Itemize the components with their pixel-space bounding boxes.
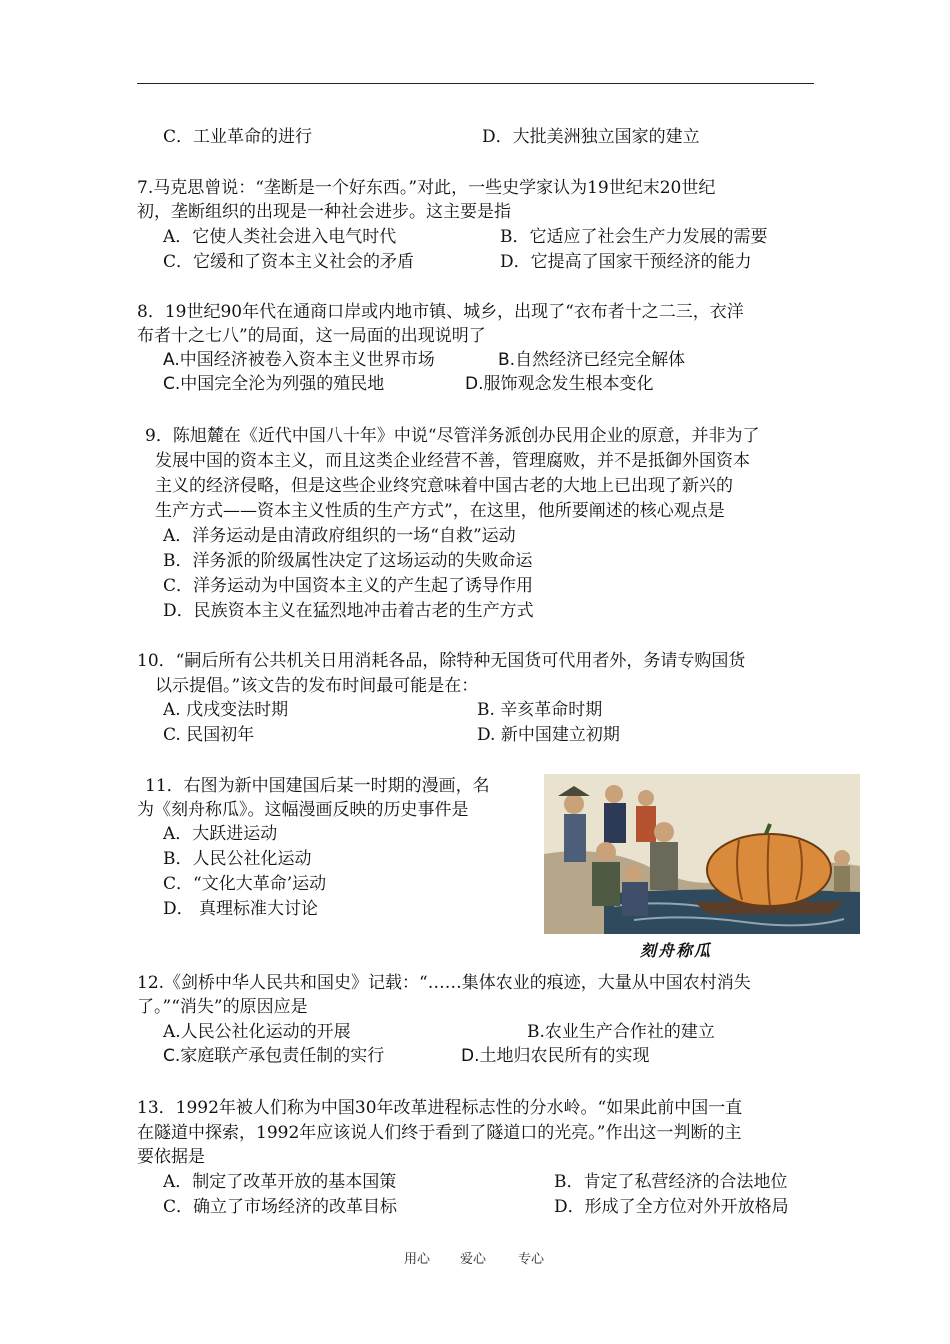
q9-stem-line1: 9．陈旭麓在《近代中国八十年》中说“尽管洋务派创办民用企业的原意，并非为了 <box>145 426 760 446</box>
q12-stem-line2: 了。”“消失”的原因应是 <box>137 997 308 1017</box>
q9-stem-line4: 生产方式——资本主义性质的生产方式”，在这里，他所要阐述的核心观点是 <box>155 501 725 521</box>
q8-option-c: C.中国完全沦为列强的殖民地 <box>163 374 385 394</box>
q13-stem-line1: 13．1992年被人们称为中国30年改革进程标志性的分水岭。“如果此前中国一直 <box>137 1098 743 1118</box>
q6-option-c: C．工业革命的进行 <box>163 127 313 147</box>
q8-stem-line2: 布者十之七八”的局面，这一局面的出现说明了 <box>137 326 486 346</box>
q6-option-d: D．大批美洲独立国家的建立 <box>482 127 700 147</box>
q9-stem-line2: 发展中国的资本主义，而且这类企业经营不善，管理腐败，并不是抵御外国资本 <box>155 451 750 471</box>
header-rule <box>137 83 814 84</box>
q11-option-a: A．大跃进运动 <box>163 824 278 844</box>
q9-option-d: D．民族资本主义在猛烈地冲击着古老的生产方式 <box>163 601 534 621</box>
q9-option-c: C．洋务运动为中国资本主义的产生起了诱导作用 <box>163 576 534 596</box>
q8-option-a: A.中国经济被卷入资本主义世界市场 <box>163 350 435 370</box>
q11-option-b: B．人民公社化运动 <box>163 849 312 869</box>
q8-stem-line1: 8．19世纪90年代在通商口岸或内地市镇、城乡，出现了“衣布者十之二三，衣洋 <box>137 302 744 322</box>
q12-option-c: C.家庭联产承包责任制的实行 <box>163 1046 385 1066</box>
q13-option-b: B．肯定了私营经济的合法地位 <box>554 1172 788 1192</box>
q7-option-d: D．它提高了国家干预经济的能力 <box>500 252 752 272</box>
q7-option-a: A．它使人类社会进入电气时代 <box>163 227 397 247</box>
q9-stem-line3: 主义的经济侵略，但是这些企业终究意味着中国古老的大地上已出现了新兴的 <box>155 476 733 496</box>
cartoon-caption: 刻舟称瓜 <box>640 941 713 960</box>
q7-option-b: B．它适应了社会生产力发展的需要 <box>500 227 768 247</box>
q13-option-c: C．确立了市场经济的改革目标 <box>163 1197 398 1217</box>
q7-stem-line2: 初，垄断组织的出现是一种社会进步。这主要是指 <box>137 202 511 222</box>
q7-option-c: C．它缓和了资本主义社会的矛盾 <box>163 252 415 272</box>
q13-stem-line3: 要依据是 <box>137 1147 205 1167</box>
cartoon-drawing <box>544 774 860 934</box>
q11-option-c: C．“文化大革命’运动 <box>163 874 327 894</box>
q11-stem-line1: 11．右图为新中国建国后某一时期的漫画，名 <box>145 776 490 796</box>
q12-stem-line1: 12.《剑桥中华人民共和国史》记载：“……集体农业的痕迹，大量从中国农村消失 <box>137 973 751 993</box>
q12-option-d: D.土地归农民所有的实现 <box>461 1046 650 1066</box>
q10-option-d: D. 新中国建立初期 <box>477 725 620 745</box>
footer-text-1: 用心 <box>404 1252 431 1267</box>
q8-option-d: D.服饰观念发生根本变化 <box>465 374 654 394</box>
q10-stem-line2: 以示提倡。”该文告的发布时间最可能是在： <box>155 676 479 696</box>
q10-option-b: B. 辛亥革命时期 <box>477 700 603 720</box>
q10-stem-line1: 10．“嗣后所有公共机关日用消耗各品，除特种无国货可代用者外，务请专购国货 <box>137 651 746 671</box>
q10-option-c: C. 民国初年 <box>163 725 255 745</box>
q13-option-d: D．形成了全方位对外开放格局 <box>554 1197 789 1217</box>
q12-option-b: B.农业生产合作社的建立 <box>527 1022 715 1042</box>
footer-text-3: 专心 <box>518 1252 545 1267</box>
q9-option-b: B．洋务派的阶级属性决定了这场运动的失败命运 <box>163 551 533 571</box>
cartoon-illustration <box>544 774 860 934</box>
q11-option-d: D． 真理标准大讨论 <box>163 899 319 919</box>
q9-option-a: A．洋务运动是由清政府组织的一场“自救”运动 <box>163 526 516 546</box>
q12-option-a: A.人民公社化运动的开展 <box>163 1022 351 1042</box>
q7-stem-line1: 7.马克思曾说：“垄断是一个好东西。”对此，一些史学家认为19世纪末20世纪 <box>137 178 716 198</box>
footer-text-2: 爱心 <box>460 1252 487 1267</box>
q11-stem-line2: 为《刻舟称瓜》。这幅漫画反映的历史事件是 <box>137 800 469 820</box>
q10-option-a: A. 戊戌变法时期 <box>163 700 289 720</box>
q13-option-a: A．制定了改革开放的基本国策 <box>163 1172 397 1192</box>
q13-stem-line2: 在隧道中探索，1992年应该说人们终于看到了隧道口的光亮。”作出这一判断的主 <box>137 1123 742 1143</box>
q8-option-b: B.自然经济已经完全解体 <box>498 350 686 370</box>
